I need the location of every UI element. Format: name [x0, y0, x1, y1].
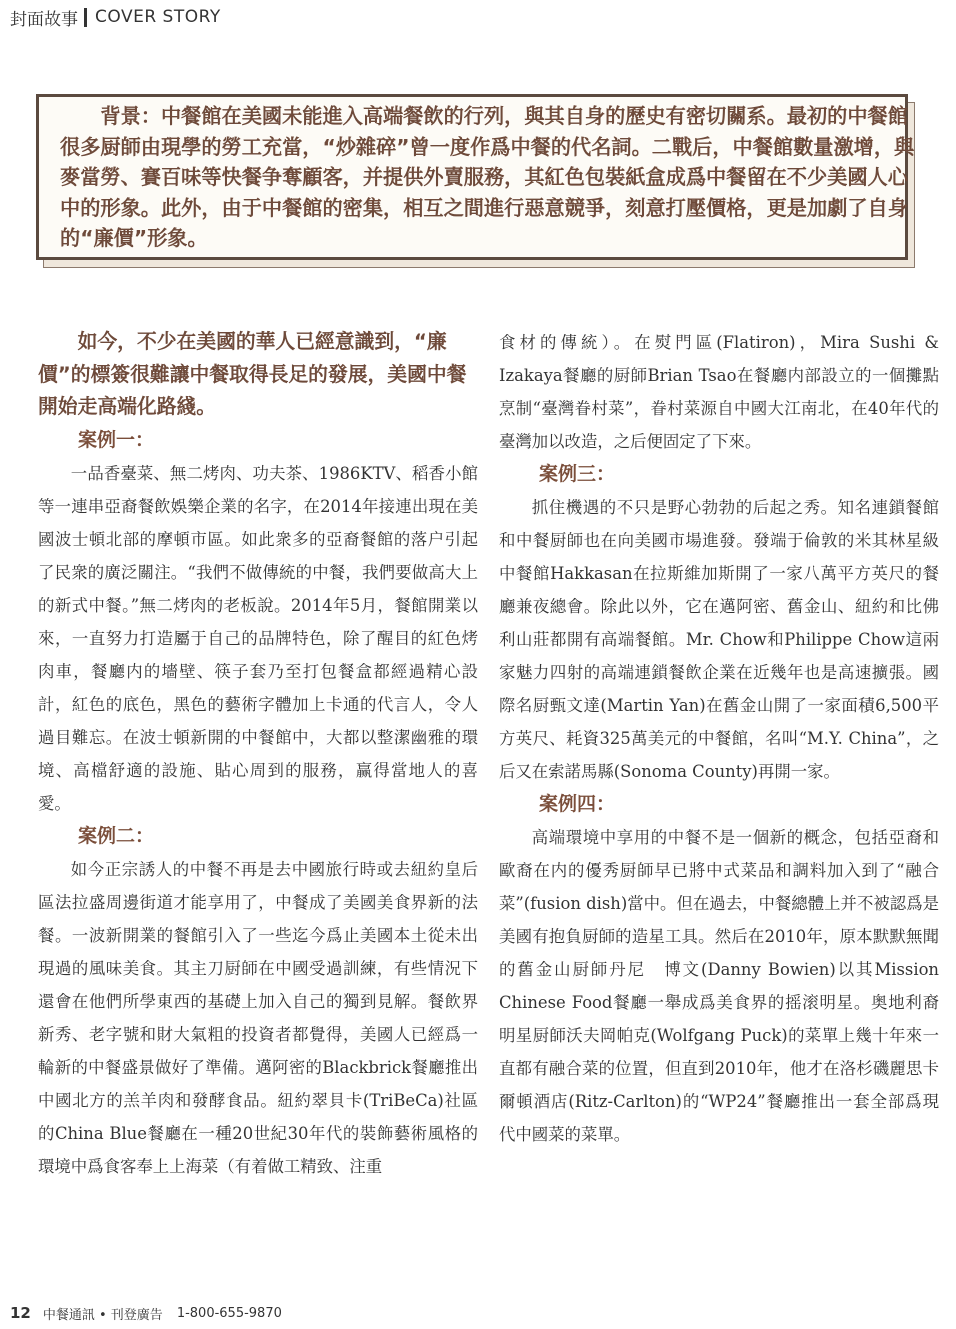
right-column — [499, 326, 939, 1151]
case1-paragraph: 一品香臺菜、無二烤肉、功夫茶、1986KTV、稻香小館等一連串亞裔餐飲娛樂企業的名字，在2014年接連出現在美國波士頓北部的摩頓市區。如此衆多的亞裔餐館的落户引起了民衆的廣泛關注。“我們不做傳統的中餐，我們要做高大上的新式中餐。”無二烤肉的老板說。2014年5月，餐館開業以來，一直努力打造屬于自己的品牌特色，除了醒目的紅色烤肉車，餐廳内的墻壁、筷子套乃至打包餐盒都經過精心設計，紅色的底色，黑色的藝術字體加上卡通的代言人，令人過目難忘。在波士頓新開的中餐館中，大都以整潔幽雅的環境、高檔舒適的設施、貼心周到的服務，赢得當地人的喜愛。 — [38, 463, 478, 813]
case2-paragraph: 如今正宗誘人的中餐不再是去中國旅行時或去紐約皇后區法拉盛周邊街道才能享用了，中餐成了美國美食界新的法餐。一波新開業的餐館引入了一些迄今爲止美國本土從未出現過的風味美食。其主刀厨師在中國受過訓練，有些情況下還會在他們所學東西的基礎上加入自己的獨到見解。餐飲界新秀、老字號和財大氣粗的投資者都覺得，美國人已經爲一輪新的中餐盛景做好了準備。邁阿密的Blackbrick餐廳推出中國北方的羔羊肉和發酵食品。紐約翠貝卡(TriBeCa)社區的China Blue餐廳在一種20世紀30年代的裝飾藝術風格的環境中爲食客奉上上海菜（有着做工精致、注重 — [38, 859, 478, 1176]
left-column — [38, 326, 478, 1183]
page-number: 12 — [10, 1304, 31, 1322]
ad-phone-number: 1-800-655-9870 — [176, 1305, 282, 1321]
case1-heading: 案例一： — [78, 428, 155, 451]
intro-lead: 如今，不少在美國的華人已經意識到，“廉價”的標簽很難讓中餐取得長足的發展，美國中餐開始走高端化路綫。 — [38, 330, 467, 418]
case4-heading: 案例四： — [539, 793, 616, 815]
case3-heading: 案例三： — [539, 463, 616, 485]
case3-paragraph: 抓住機遇的不只是野心勃勃的后起之秀。知名連鎖餐館和中餐厨師也在向美國市場進發。發端于倫敦的米其林星級中餐館Hakkasan在拉斯維加斯開了一家八萬平方英尺的餐廳兼夜總會。除此以外，它在邁阿密、舊金山、紐約和比佛利山莊都開有高端餐館。Mr. Chow和Philippe Chow這兩家魅力四射的高端連鎖餐飲企業在近幾年也是高速擴張。國際名厨甄文達(Martin Yan)在舊金山開了一家面積6,500平方英尺、耗資325萬美元的中餐館，名叫“M.Y. China”，之后又在索諾馬縣(Sonoma County)再開一家。 — [499, 498, 939, 781]
section-header — [10, 5, 221, 29]
case4-paragraph: 高端環境中享用的中餐不是一個新的概念，包括亞裔和歐裔在内的優秀厨師早已將中式菜品和調料加入到了“融合菜”(fusion dish)當中。但在過去，中餐總體上并不被認爲是美國有抱負厨師的造星工具。然后在2010年，原本默默無聞的舊金山厨師丹尼 博文(Danny Bowien)以其Mission Chinese Food餐廳一舉成爲美食界的摇滚明星。奥地利裔明星厨師沃夫岡帕克(Wolfgang Puck)的菜單上幾十年來一直都有融合菜的位置，但直到2010年，他才在洛杉磯麗思卡爾頓酒店(Ritz-Carlton)的“WP24”餐廳推出一套全部爲現代中國菜的菜單。 — [499, 828, 939, 1144]
background-text: 背景：中餐館在美國未能進入高端餐飲的行列，與其自身的歷史有密切關系。最初的中餐館很多厨師由現學的勞工充當，“炒雜碎”曾一度作爲中餐的代名詞。二戰后，中餐館數量激增，與麥當勞、賽百味等快餐争奪顧客，并提供外賣服務，其紅色包裝紙盒成爲中餐留在不少美國人心中的形象。此外，由于中餐館的密集，相互之間進行惡意競爭，刻意打壓價格，更是加劇了自身的“廉價”形象。 — [60, 104, 915, 250]
case2-heading: 案例二： — [78, 824, 155, 847]
case2-continued-paragraph: 食材的傳統）。在熨門區(Flatiron)，Mira Sushi & Izakaya餐廳的厨師Brian Tsao在餐廳内部設立的一個攤點烹制“臺灣眷村菜”，眷村菜源自中國大江南北，在40年代的臺灣加以改造，之后便固定了下來。 — [499, 333, 939, 451]
section-title-en: COVER STORY — [95, 7, 221, 27]
page-footer — [10, 1303, 282, 1323]
header-divider — [84, 8, 87, 27]
publication-name: 中餐通訊 • 刊登廣告 — [42, 1307, 163, 1323]
section-title-cn: 封面故事 — [10, 9, 78, 30]
